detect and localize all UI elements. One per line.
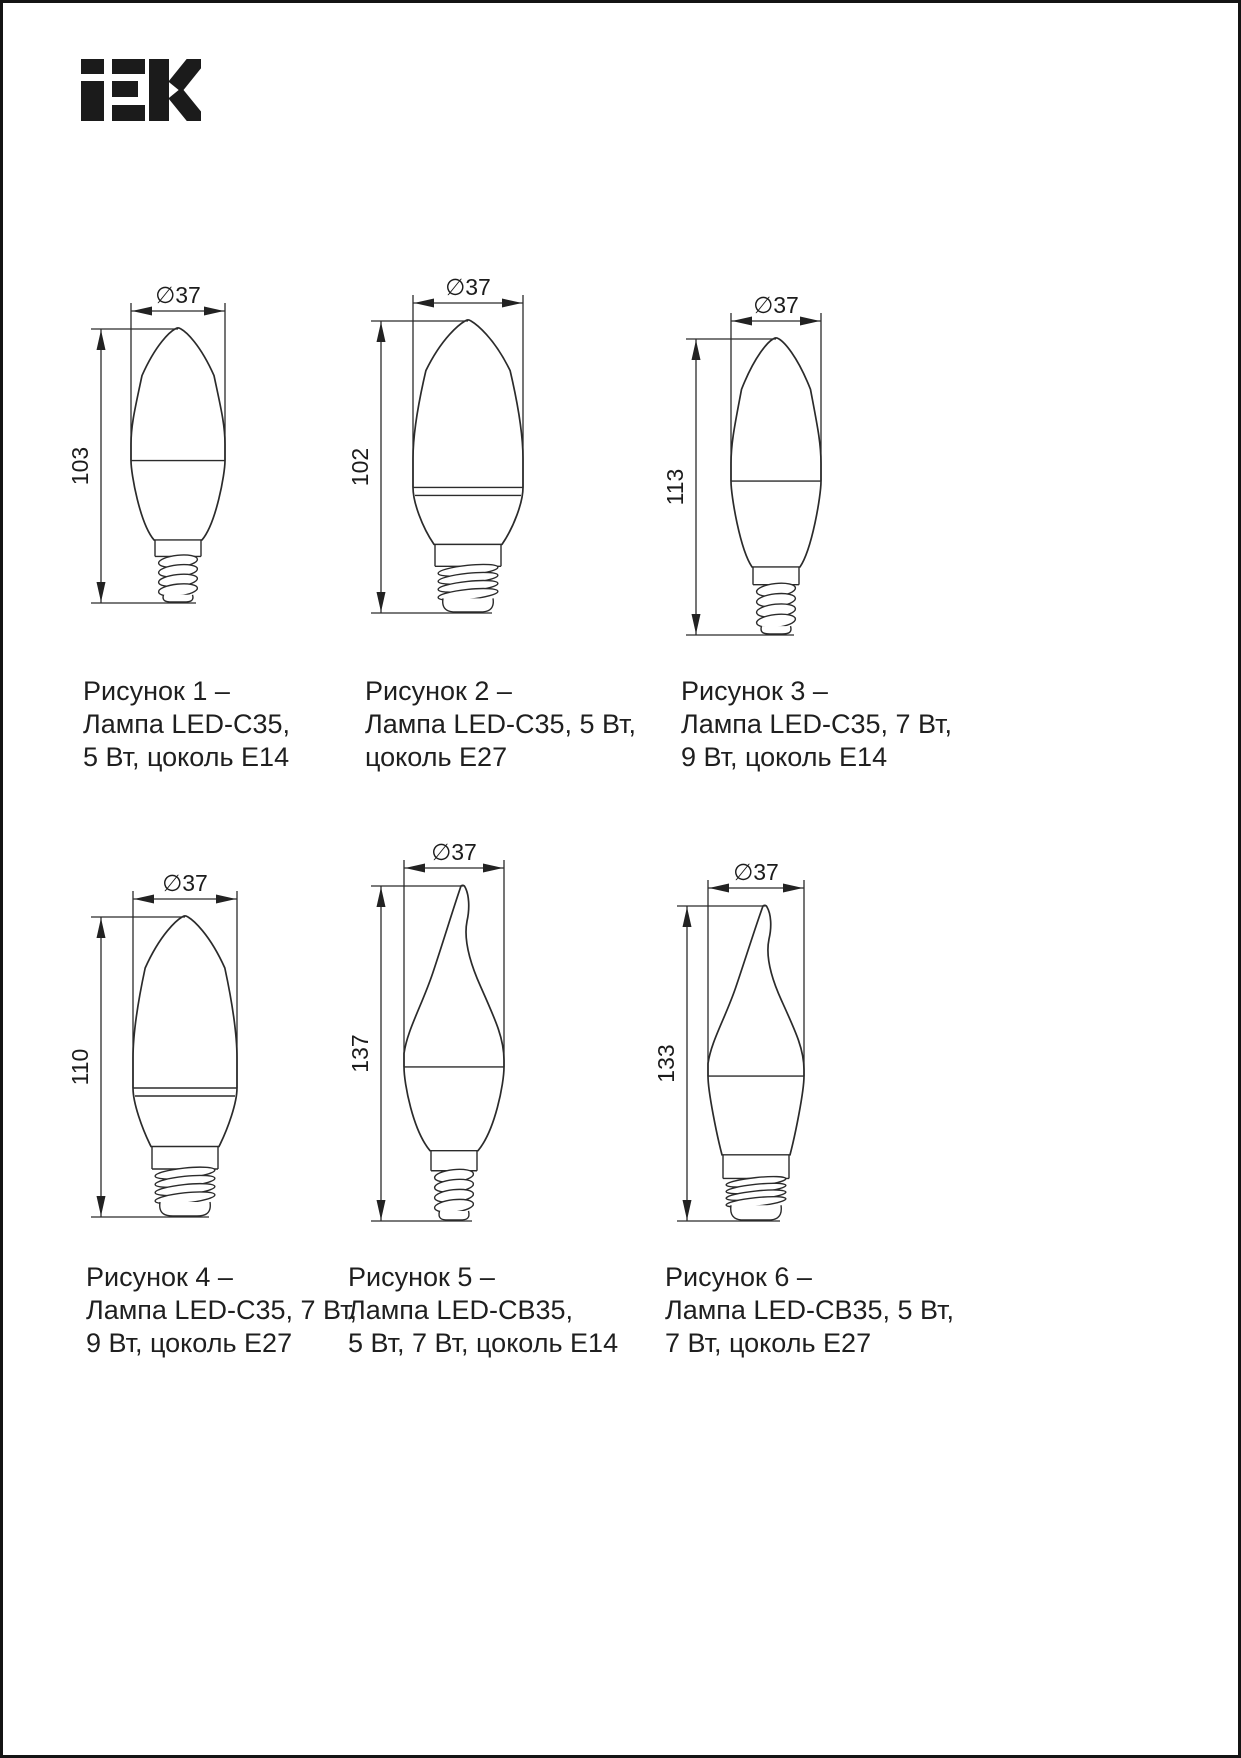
arrow-up-icon: [683, 907, 692, 927]
figure-3: [641, 287, 911, 652]
caption-line: Лампа LED-C35, 7 Вт,: [86, 1295, 357, 1325]
lamp-cap-e27: [722, 1155, 790, 1220]
arrow-up-icon: [97, 918, 106, 938]
caption-line: 5 Вт, 7 Вт, цоколь Е14: [348, 1328, 619, 1358]
caption-line: 9 Вт, цоколь Е14: [681, 742, 888, 772]
diameter-dimension-label: ∅37: [162, 870, 208, 896]
lamp-diagram-3: [641, 287, 911, 647]
diameter-dimension-label: ∅37: [431, 839, 477, 865]
figure-5-caption: [348, 1261, 618, 1360]
arrow-right-icon: [204, 307, 224, 316]
iek-logo-glyphs: [81, 59, 201, 121]
figure-1: [43, 277, 313, 620]
arrow-right-icon: [783, 884, 803, 893]
diameter-dimension-label: ∅37: [445, 274, 491, 300]
arrow-left-icon: [405, 864, 425, 873]
arrow-left-icon: [134, 895, 154, 904]
caption-line: 7 Вт, цоколь Е27: [665, 1328, 872, 1358]
width-dimension: [708, 859, 804, 1076]
figure-1-caption: [83, 675, 290, 774]
figure-4: [50, 865, 320, 1234]
caption-line: Рисунок 6 –: [665, 1262, 812, 1292]
arrow-left-icon: [132, 307, 152, 316]
figure-3-caption: [681, 675, 952, 774]
arrow-down-icon: [97, 1196, 106, 1216]
lamp-cap-e14: [752, 567, 800, 634]
height-dimension-label: 103: [67, 446, 93, 486]
height-dimension: [653, 906, 780, 1221]
diameter-dimension-label: ∅37: [753, 292, 799, 318]
lamp-bulb-outline: [404, 885, 504, 1150]
lamp-diagram-4: [50, 865, 320, 1229]
arrow-up-icon: [377, 887, 386, 907]
height-dimension-label: 102: [347, 447, 373, 487]
diameter-dimension-label: ∅37: [155, 282, 201, 308]
arrow-up-icon: [377, 322, 386, 342]
caption-line: Рисунок 4 –: [86, 1262, 233, 1292]
caption-line: Рисунок 2 –: [365, 676, 512, 706]
lamp-diagram-1: [43, 277, 313, 615]
width-dimension: [404, 839, 504, 1067]
caption-line: Лампа LED-CB35, 5 Вт,: [665, 1295, 954, 1325]
arrow-up-icon: [692, 340, 701, 360]
height-dimension-label: 133: [653, 1044, 679, 1083]
caption-line: Рисунок 1 –: [83, 676, 230, 706]
lamp-bulb-outline: [731, 338, 821, 567]
diameter-dimension-label: ∅37: [733, 859, 779, 885]
width-dimension: [133, 870, 237, 1088]
lamp-diagram-6: [621, 854, 891, 1233]
height-dimension-label: 113: [662, 468, 688, 506]
arrow-left-icon: [732, 317, 752, 326]
arrow-right-icon: [216, 895, 236, 904]
arrow-right-icon: [800, 317, 820, 326]
lamp-bulb-outline: [131, 328, 225, 540]
caption-line: Лампа LED-C35,: [83, 709, 290, 739]
arrow-left-icon: [709, 884, 729, 893]
figure-6: [621, 854, 891, 1238]
arrow-up-icon: [97, 330, 106, 350]
figure-5: [319, 834, 589, 1238]
arrow-right-icon: [483, 864, 503, 873]
caption-line: 9 Вт, цоколь Е27: [86, 1328, 293, 1358]
arrow-down-icon: [377, 1200, 386, 1220]
arrow-left-icon: [414, 299, 434, 308]
arrow-right-icon: [502, 299, 522, 308]
arrow-down-icon: [97, 582, 106, 602]
arrow-down-icon: [377, 592, 386, 612]
figure-2: [333, 269, 603, 630]
width-dimension: [131, 282, 225, 461]
caption-line: Рисунок 5 –: [348, 1262, 495, 1292]
caption-line: Лампа LED-C35, 5 Вт,: [365, 709, 636, 739]
figure-4-caption: [86, 1261, 357, 1360]
lamp-diagram-5: [319, 834, 589, 1233]
lamp-diagram-2: [333, 269, 603, 625]
lamp-cap-e27: [151, 1147, 219, 1217]
width-dimension: [413, 274, 523, 487]
figure-6-caption: [665, 1261, 954, 1360]
caption-line: цоколь Е27: [365, 742, 508, 772]
caption-line: Рисунок 3 –: [681, 676, 828, 706]
caption-line: Лампа LED-C35, 7 Вт,: [681, 709, 952, 739]
height-dimension-label: 110: [67, 1048, 93, 1086]
lamp-cap-e14: [154, 540, 202, 602]
figure-2-caption: [365, 675, 636, 774]
arrow-down-icon: [683, 1200, 692, 1220]
iek-logo: [81, 59, 201, 121]
arrow-down-icon: [692, 614, 701, 634]
lamp-bulb-outline: [708, 905, 804, 1155]
lamp-cap-e14: [430, 1151, 478, 1220]
lamp-bulb-outline: [133, 916, 237, 1147]
lamp-cap-e27: [434, 544, 502, 612]
caption-line: Лампа LED-CB35,: [348, 1295, 573, 1325]
width-dimension: [731, 292, 821, 481]
caption-line: 5 Вт, цоколь Е14: [83, 742, 290, 772]
lamp-bulb-outline: [413, 320, 523, 545]
height-dimension-label: 137: [347, 1034, 373, 1073]
